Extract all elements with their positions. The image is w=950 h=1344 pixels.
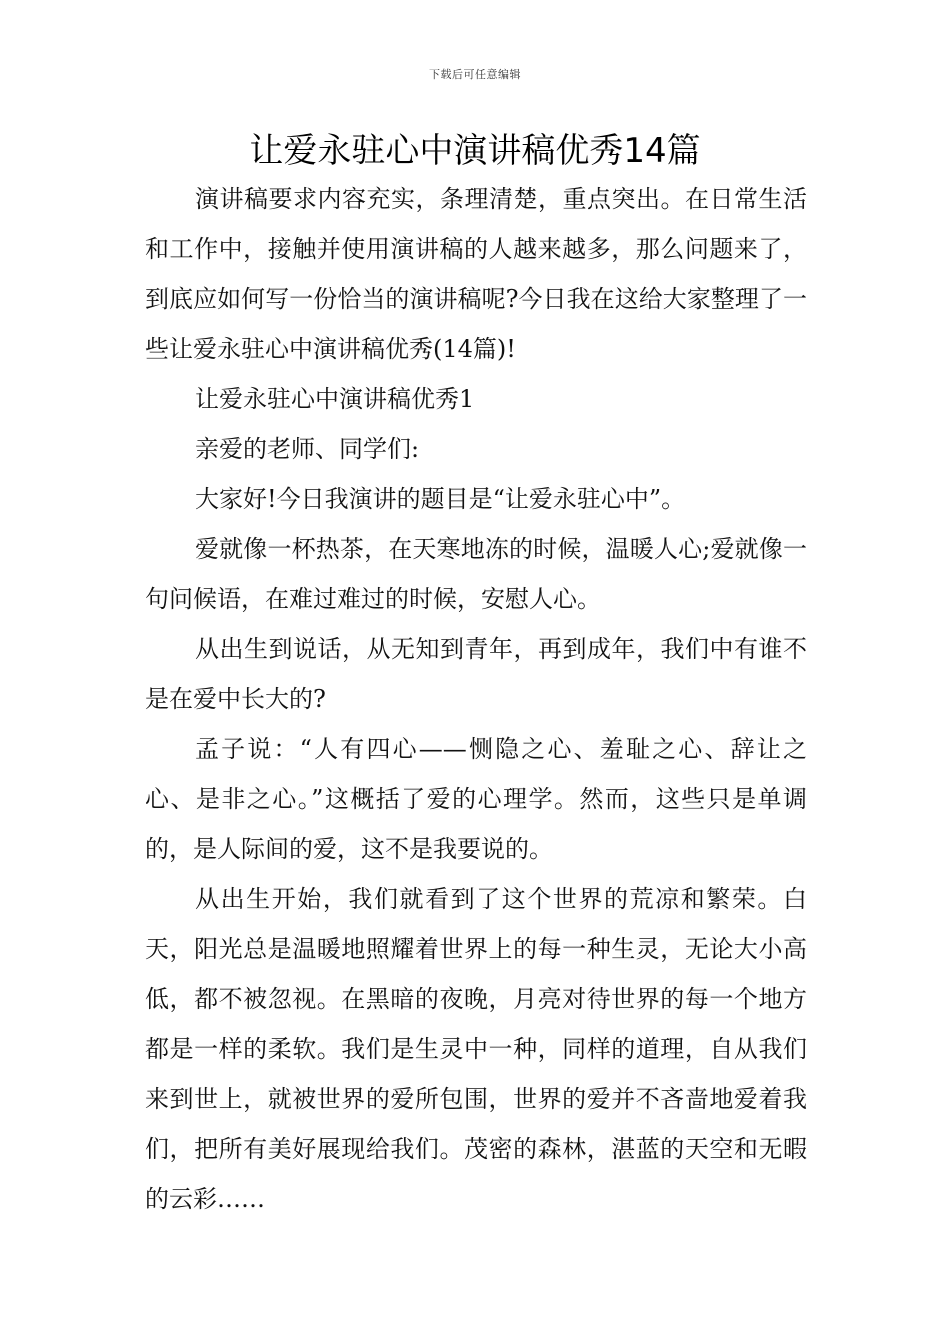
greeting-paragraph: 大家好!今日我演讲的题目是“让爱永驻心中”。 — [195, 485, 686, 513]
body-paragraph: 从出生开始，我们就看到了这个世界的荒凉和繁荣。白天，阳光总是温暖地照耀着世界上的每一种生灵，无论大小高低，都不被忽视。在黑暗的夜晚，月亮对待世界的每一个地方都是一样的柔软。我们是生灵中一种，同样的道理，自从我们来到世上，就被世界的爱所包围，世界的爱并不吝啬地爱着我们，把所有美好展现给我们。茂密的森林，湛蓝的天空和无暇的云彩…… — [145, 885, 807, 1213]
body-paragraph: 从出生到说话，从无知到青年，再到成年，我们中有谁不是在爱中长大的? — [145, 635, 807, 713]
intro-paragraph: 演讲稿要求内容充实，条理清楚，重点突出。在日常生活和工作中，接触并使用演讲稿的人越来越多，那么问题来了，到底应如何写一份恰当的演讲稿呢?今日我在这给大家整理了一些让爱永驻心中演讲稿优秀(14篇)! — [145, 185, 807, 363]
document-body — [145, 174, 807, 1224]
salutation-paragraph: 亲爱的老师、同学们: — [195, 435, 420, 463]
section-heading: 让爱永驻心中演讲稿优秀1 — [195, 385, 475, 413]
body-paragraph: 孟子说：“人有四心——恻隐之心、羞耻之心、辞让之心、是非之心。”这概括了爱的心理学。然而，这些只是单调的，是人际间的爱，这不是我要说的。 — [145, 735, 807, 863]
header-note: 下载后可任意编辑 — [429, 68, 521, 81]
body-paragraph: 爱就像一杯热茶，在天寒地冻的时候，温暖人心;爱就像一句问候语，在难过难过的时候，安慰人心。 — [145, 535, 807, 613]
document-title: 让爱永驻心中演讲稿优秀14篇 — [249, 131, 701, 171]
